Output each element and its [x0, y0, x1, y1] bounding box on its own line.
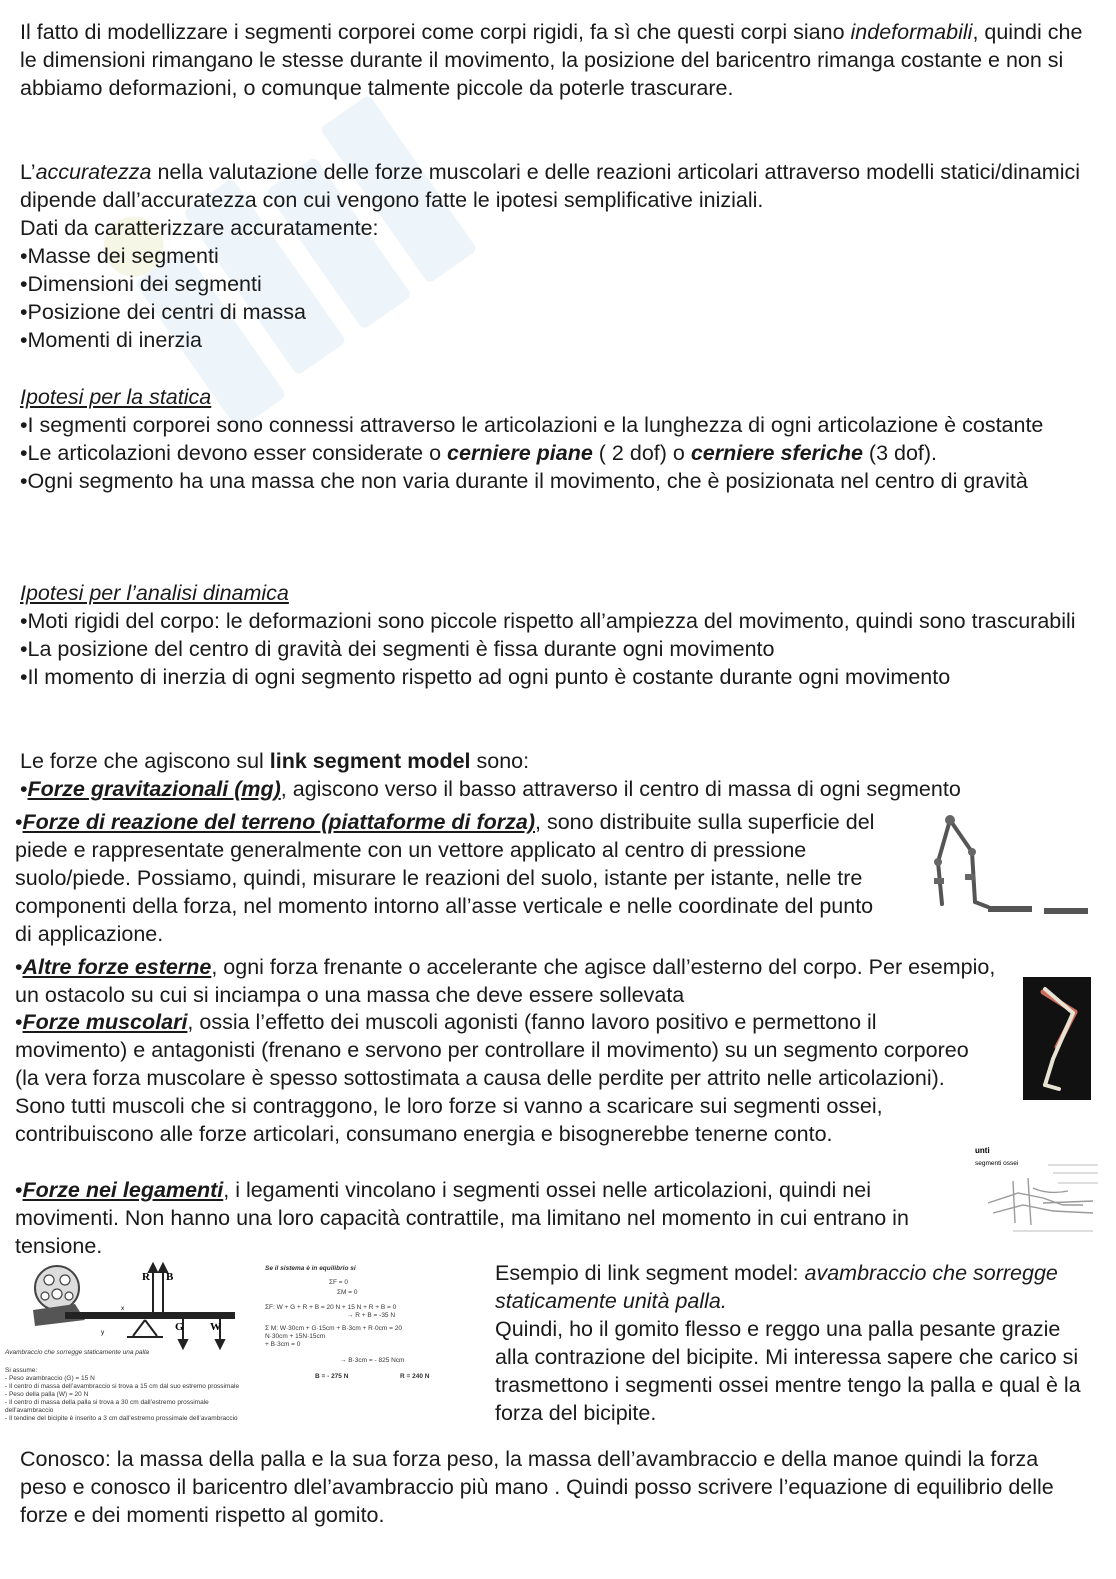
equation-line: ΣF = 0 [329, 1279, 349, 1286]
equation-line: ΣM = 0 [337, 1289, 358, 1296]
forearm-caption: Avambraccio che sorregge staticamente una palla [5, 1349, 150, 1356]
forearm-notes [5, 1367, 255, 1423]
ligament-forces-text: , i legamenti vincolano i segmenti ossei nelle articolazioni, quindi nei movimenti. Non hanno una loro capacità contrattile, ma limitano nel momento in cui entrano in tensione. [15, 1178, 909, 1258]
link-segment-model: link segment model [269, 749, 471, 773]
statics-section [20, 383, 1090, 495]
conclusion-text: Conosco: la massa della palla e la sua forza peso, la massa dell’avambraccio e della manoe quindi la forza peso e conosco il baricentro dlel’avambraccio più mano . Quindi posso scrivere l’equazione di equilibrio delle forze e dei momenti rispetto al gomito. [20, 1447, 1054, 1527]
note-line: - Peso avambraccio (G) = 15 N [5, 1375, 95, 1382]
example-pre: Esempio di link segment model: [495, 1261, 805, 1285]
equation-line: → R + B = -35 N [347, 1312, 396, 1319]
para1-italic: indeformabili [850, 20, 973, 44]
note-line: - Il tendine del bicipite è inserito a 3 cm dall’estremo prossimale dell’avambraccio [5, 1415, 238, 1422]
conclusion-paragraph [20, 1445, 1090, 1529]
statics-item2-pre: •Le articolazioni devono esser considerate o [20, 441, 448, 465]
ligament-forces-title: Forze nei legamenti [22, 1178, 224, 1202]
statics-item2-post: (3 dof). [862, 441, 938, 465]
external-forces-title: Altre forze esterne [22, 955, 212, 979]
statics-heading: Ipotesi per la statica [20, 385, 212, 409]
forces-intro-post: sono: [470, 749, 530, 773]
note-line: Si assume: [5, 1367, 38, 1374]
para2-post: nella valutazione delle forze muscolari e delle reazioni articolari attraverso modelli statici/dinamici dipende dall’accuratezza con cui vengono fatte le ipotesi semplificative iniziali. [20, 160, 1080, 212]
muscle-forces-text: , ossia l’effetto dei muscoli agonisti (fanno lavoro positivo e permettono il movimento) e antagonisti (frenano e servono per controllare il movimento) su un segmento corporeo (la vera forza muscolare è spesso sottostimata a causa delle perdite per attrito nelle articolazioni). Sono tutti muscoli che si contraggono, le loro forze si vanno a scaricare sui segmenti ossei, contribuiscono alle forze articolari, consumano energia e bisognerebbe tenerne conto. [15, 1010, 969, 1146]
list-item: •Moti rigidi del corpo: le deformazioni sono piccole rispetto all’ampiezza del movimento, quindi sono trascurabili [20, 609, 1076, 633]
external-forces-text: , ogni forza frenante o accelerante che agisce dall’esterno del corpo. Per esempio, un ostacolo su cui si inciampa o una massa che deve essere sollevata [15, 955, 996, 1007]
equation-line: ΣF: W + G + R + B = 20 N + 15 N + R + B = 0 [265, 1304, 397, 1311]
data-intro: Dati da caratterizzare accuratamente: [20, 216, 379, 240]
equation-line: + B·3cm = 0 [265, 1341, 301, 1348]
list-item: •Ogni segmento ha una massa che non varia durante il movimento, che è posizionata nel centro di gravità [20, 469, 1028, 493]
dynamics-section [20, 579, 1090, 691]
note-line: - Peso della palla (W) = 20 N [5, 1391, 89, 1398]
label-r: R [142, 1271, 150, 1283]
para2-italic: accuratezza [35, 160, 152, 184]
list-item: •Masse dei segmenti [20, 244, 219, 268]
equations-title: Se il sistema è in equilibrio si [265, 1265, 356, 1272]
note-line: - Il centro di massa dell’avambraccio si trova a 15 cm dal suo estremo prossimale [5, 1383, 240, 1390]
leg-stick-figure-image [920, 812, 1100, 924]
label-b: B [166, 1271, 174, 1283]
list-item: •La posizione del centro di gravità dei segmenti è fissa durante ogni movimento [20, 637, 775, 661]
equation-line: → B·3cm = - 825 Ncm [340, 1357, 405, 1364]
statics-item2-mid: ( 2 dof) o [592, 441, 691, 465]
list-item: •Momenti di inerzia [20, 328, 202, 352]
dynamics-heading: Ipotesi per l’analisi dinamica [20, 581, 289, 605]
forearm-diagram [5, 1260, 260, 1360]
list-item: •I segmenti corporei sono connessi attraverso le articolazioni e la lunghezza di ogni articolazione è costante [20, 413, 1044, 437]
example-text: Quindi, ho il gomito flesso e reggo una palla pesante grazie alla contrazione del bicipite. Mi interessa sapere che carico si trasmettono i segmenti ossei mentre tengo la palla e qual è la forza del bicipite. [495, 1317, 1081, 1425]
note-line: - Il centro di massa della palla si trova a 30 cm dall’estremo prossimale dell’avambraccio [5, 1399, 209, 1414]
ground-forces-text: , sono distribuite sulla superficie del piede e rappresentate generalmente con un vettore applicato al centro di pressione suolo/piede. Possiamo, quindi, misurare le reazioni del suolo, istante per istante, nelle tre componenti della forza, nel momento intorno all’asse verticale e nelle coordinate del punto di applicazione. [15, 810, 875, 946]
ankle-label-2: segmenti ossei [975, 1160, 1019, 1167]
ground-forces-title: Forze di reazione del terreno (piattaforme di forza) [22, 810, 536, 834]
forces-intro: Le forze che agiscono sul link segment model sono: •Forze gravitazionali (mg), agiscono verso il basso attraverso il centro di massa di ogni segmento [20, 749, 961, 801]
label-y: y [101, 1329, 105, 1336]
example-italic: avambraccio che sorregge staticamente unità palla. [495, 1261, 1058, 1313]
gravitational-forces-title: Forze gravitazionali (mg) [27, 777, 281, 801]
label-g: G [175, 1321, 184, 1333]
list-item: •Dimensioni dei segmenti [20, 272, 262, 296]
list-item: •Posizione dei centri di massa [20, 300, 306, 324]
cerniere-sferiche: cerniere sferiche [690, 441, 863, 465]
equation-line: N·30cm + 15N·15cm [265, 1333, 326, 1340]
muscle-forces: •Forze muscolari, ossia l’effetto dei muscoli agonisti (fanno lavoro positivo e permettono il movimento) e antagonisti (frenano e servono per controllare il movimento) su un segmento corporeo (la vera forza muscolare è spesso sottostimata a causa delle perdite per attrito nelle articolazioni). Sono tutti muscoli che si contraggono, le loro forze si vanno a scaricare sui segmenti ossei, contribuiscono alle forze articolari, consumano energia e bisognerebbe tenerne conto. [15, 1010, 969, 1146]
ankle-ligament-image [973, 1143, 1103, 1238]
equation-line: Σ M: W·30cm + G·15cm + B·3cm + R·0cm = 20 [265, 1325, 402, 1332]
ankle-label: unti [975, 1146, 990, 1155]
accuracy-paragraph [20, 158, 1090, 354]
cerniere-piane: cerniere piane [447, 441, 593, 465]
ligament-forces: •Forze nei legamenti, i legamenti vincolano i segmenti ossei nelle articolazioni, quindi nei movimenti. Non hanno una loro capacità contrattile, ma limitano nel momento in cui entrano in tensione. [15, 1178, 909, 1258]
list-item: •Il momento di inerzia di ogni segmento rispetto ad ogni punto è costante durante ogni movimento [20, 665, 951, 689]
equilibrium-equations [265, 1265, 480, 1415]
forearm-ball-figure [5, 1260, 260, 1440]
leg-skeleton-image [1023, 977, 1091, 1100]
result-r: R = 240 N [400, 1373, 430, 1380]
ground-reaction-forces: •Forze di reazione del terreno (piattaforme di forza), sono distribuite sulla superficie del piede e rappresentate generalmente con un vettore applicato al centro di pressione suolo/piede. Possiamo, quindi, misurare le reazioni del suolo, istante per istante, nelle tre componenti della forza, nel momento intorno all’asse verticale e nelle coordinate del punto di applicazione. [15, 810, 875, 946]
muscle-forces-title: Forze muscolari [22, 1010, 188, 1034]
para1-text-rest: , quindi che le dimensioni rimangano le stesse durante il movimento, la posizione del baricentro rimanga costante e non si abbiamo deformazioni, o comunque talmente piccole da poterle trascurare. [20, 20, 1083, 100]
gravitational-forces-text: , agiscono verso il basso attraverso il centro di massa di ogni segmento [280, 777, 961, 801]
example-paragraph [495, 1259, 1095, 1427]
equation-results [265, 1373, 480, 1383]
forces-intro-pre: Le forze che agiscono sul [20, 749, 270, 773]
para2-pre: L’ [20, 160, 36, 184]
label-w: W [210, 1321, 221, 1333]
label-x: x [121, 1305, 125, 1312]
para1-text: Il fatto di modellizzare i segmenti corporei come corpi rigidi, fa sì che questi corpi siano [20, 20, 845, 44]
result-b: B = - 275 N [315, 1373, 349, 1380]
external-forces: •Altre forze esterne, ogni forza frenante o accelerante che agisce dall’esterno del corpo. Per esempio, un ostacolo su cui si inciampa o una massa che deve essere sollevata [15, 955, 996, 1007]
intro-paragraph [20, 18, 1100, 102]
